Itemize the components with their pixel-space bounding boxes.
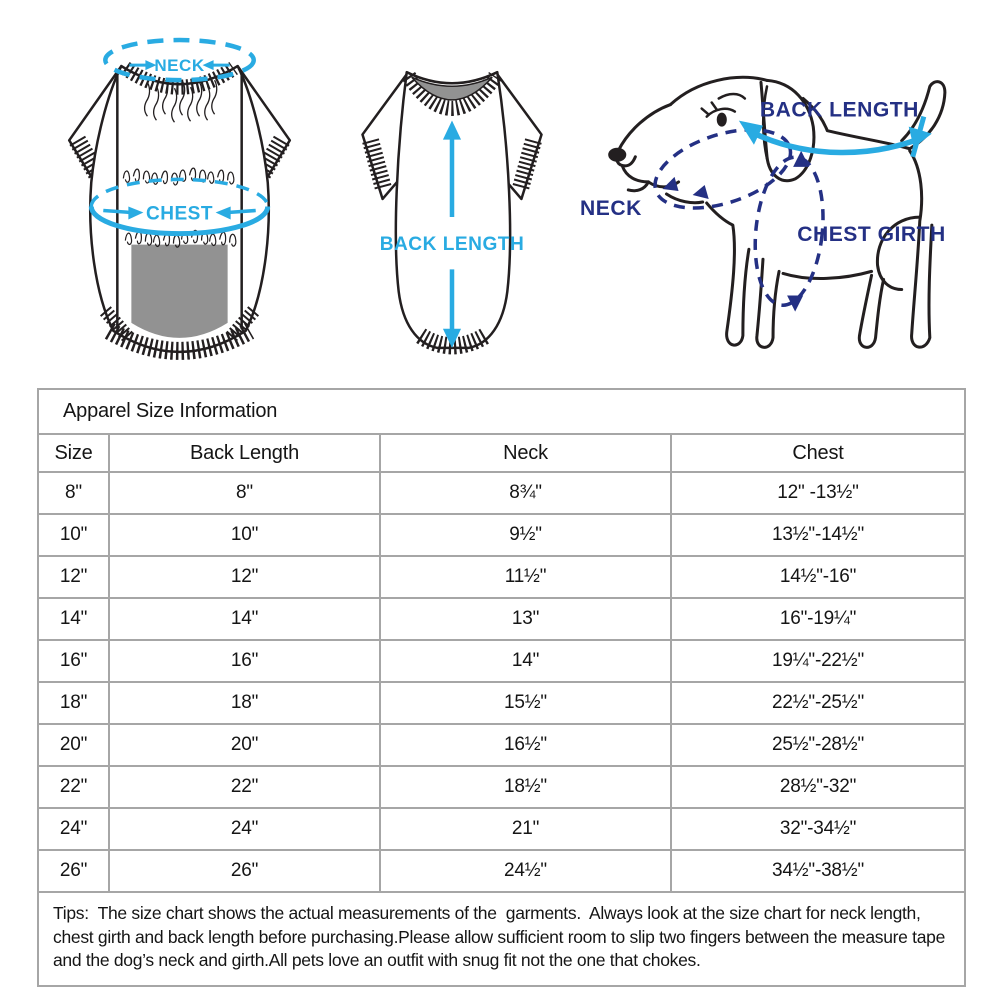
size-cell: 10" [38,514,109,556]
chest-cell: 13½"-14½" [671,514,965,556]
chest-cell: 28½"-32" [671,766,965,808]
table-row [38,724,965,766]
dog-nose [608,148,626,162]
neck-label: NECK [154,56,205,76]
neck-cell: 16½" [380,724,671,766]
size-cell: 16" [38,640,109,682]
size-cell: 14" [38,598,109,640]
back-length-cell: 24" [109,808,380,850]
sweater-back-view-illustration [50,22,308,388]
column-header-back-length: Back Length [109,434,380,472]
gray-inner-panel [131,245,227,338]
back-length-cell: 20" [109,724,380,766]
back-length-cell: 16" [109,640,380,682]
table-row [38,682,965,724]
dog-eye [717,113,727,127]
size-cell: 20" [38,724,109,766]
tips-text: Tips: The size chart shows the actual measurements of the garments. Always look at the size chart for neck length, chest girth and back length before purchasing.Please allow sufficient room to slip two fingers between the measure tape and the dog’s neck and girth.All pets love an outfit with snug fit not the one that chokes. [38,892,965,986]
neck-cell: 9½" [380,514,671,556]
neck-cell: 21" [380,808,671,850]
size-cell: 8" [38,472,109,514]
neck-label: NECK [580,197,642,221]
neck-cell: 14" [380,640,671,682]
table-title-row [38,389,965,434]
table-row [38,514,965,556]
chest-girth-label: CHEST GIRTH [797,223,946,247]
table-row [38,556,965,598]
column-header-size: Size [38,434,109,472]
size-cell: 12" [38,556,109,598]
size-cell: 18" [38,682,109,724]
chest-label: CHEST [145,203,214,225]
chest-cell: 34½"-38½" [671,850,965,892]
chest-cell: 22½"-25½" [671,682,965,724]
neck-cell: 18½" [380,766,671,808]
column-header-chest: Chest [671,434,965,472]
neck-cell: 11½" [380,556,671,598]
chest-cell: 25½"-28½" [671,724,965,766]
back-length-cell: 10" [109,514,380,556]
chest-cell: 19¼"-22½" [671,640,965,682]
back-length-label: BACK LENGTH [759,98,919,122]
size-cell: 22" [38,766,109,808]
chest-cell: 32"-34½" [671,808,965,850]
table-row [38,472,965,514]
size-cell: 24" [38,808,109,850]
size-cell: 26" [38,850,109,892]
back-length-cell: 18" [109,682,380,724]
sweater-front-view-illustration [326,40,580,378]
back-length-cell: 26" [109,850,380,892]
measurement-illustrations [0,0,1000,388]
back-length-cell: 8" [109,472,380,514]
chest-cell: 14½"-16" [671,556,965,598]
neck-cell: 13" [380,598,671,640]
dog-measurement-illustration [570,18,964,376]
neck-cell: 8¾" [380,472,671,514]
table-header-row [38,434,965,472]
column-header-neck: Neck [380,434,671,472]
neck-cell: 15½" [380,682,671,724]
back-length-cell: 12" [109,556,380,598]
table-row [38,598,965,640]
table-row [38,808,965,850]
back-length-label: BACK LENGTH [379,234,525,256]
back-length-cell: 14" [109,598,380,640]
table-row [38,766,965,808]
tips-row [38,892,965,986]
chest-cell: 12" -13½" [671,472,965,514]
apparel-size-table [37,388,966,987]
neck-cell: 24½" [380,850,671,892]
back-length-cell: 22" [109,766,380,808]
table-title: Apparel Size Information [38,389,965,434]
table-row [38,640,965,682]
table-row [38,850,965,892]
chest-cell: 16"-19¼" [671,598,965,640]
